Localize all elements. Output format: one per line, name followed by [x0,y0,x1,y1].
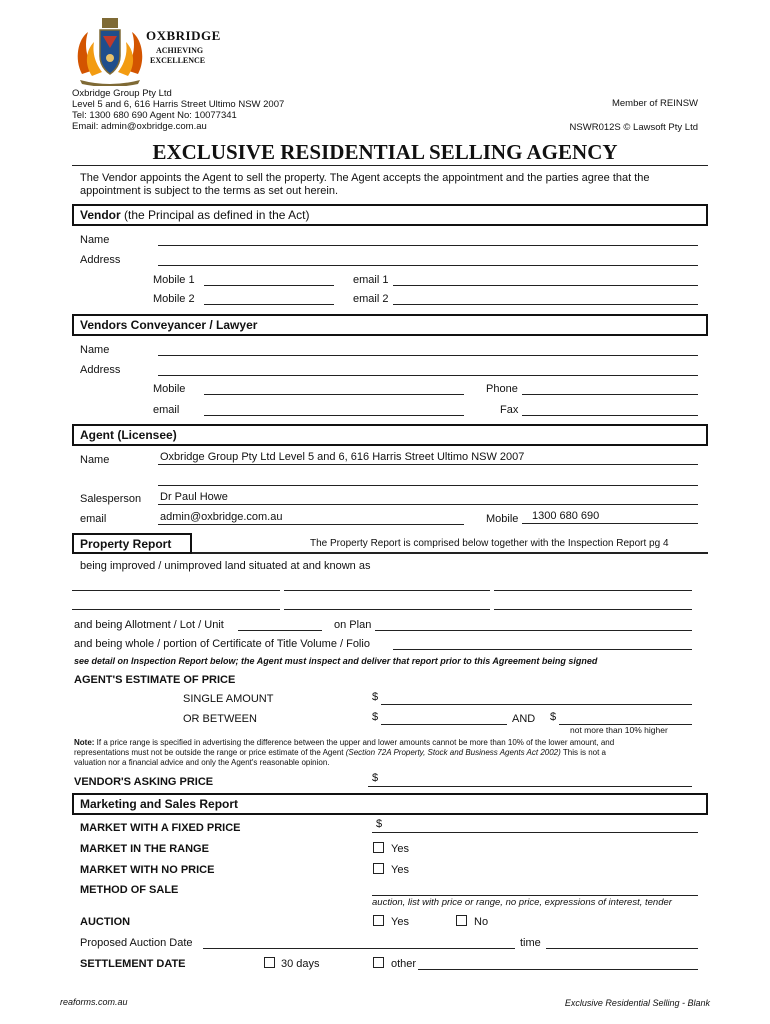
market-no-price-label: MARKET WITH NO PRICE [80,864,215,876]
agent-name-label: Name [80,454,110,466]
estimate-single-label: SINGLE AMOUNT [183,693,274,705]
estimate-not-more: not more than 10% higher [570,725,668,735]
conveyancer-mobile-label: Mobile [153,383,186,395]
market-fixed-field[interactable] [372,832,698,833]
agent-email-field[interactable] [158,524,464,525]
settlement-date-label: SETTLEMENT DATE [80,958,186,970]
vendor-mobile1-label: Mobile 1 [153,274,195,286]
agent-salesperson-label: Salesperson [80,493,142,505]
market-fixed-label: MARKET WITH A FIXED PRICE [80,822,241,834]
conveyancer-phone-field[interactable] [522,394,698,395]
document-title: EXCLUSIVE RESIDENTIAL SELLING AGENCY [152,140,618,164]
crest-icon [72,14,148,86]
agent-mobile-label: Mobile [486,513,519,525]
property-certificate-label: and being whole / portion of Certificate of Title Volume / Folio [74,638,370,650]
agent-name-value: Oxbridge Group Pty Ltd Level 5 and 6, 616 Harris Street Ultimo NSW 2007 [160,451,525,463]
estimate-heading: AGENT'S ESTIMATE OF PRICE [74,674,236,686]
conveyancer-name-label: Name [80,344,110,356]
method-of-sale-field[interactable] [372,895,698,896]
property-plan-label: on Plan [334,619,372,631]
property-section-header [72,533,192,554]
agent-mobile-field[interactable] [522,523,698,524]
logo-line1: ACHIEVING [156,46,204,55]
auction-label: AUCTION [80,916,131,928]
property-address-field-1c[interactable] [494,590,692,591]
vendor-heading-note: (the Principal as defined in the Act) [124,208,310,222]
property-note: The Property Report is comprised below together with the Inspection Report pg 4 [310,538,669,549]
conveyancer-address-label: Address [80,364,121,376]
vendor-address-field[interactable] [158,265,698,266]
property-header-rule [192,552,708,554]
estimate-note-line1: Note: If a price range is specified in advertising the difference between the upper and lower amounts cannot be more than 10% of the lower amount, and [74,738,615,747]
estimate-between-label: OR BETWEEN [183,713,257,725]
vendor-mobile2-label: Mobile 2 [153,293,195,305]
agent-salesperson-value: Dr Paul Howe [160,491,228,503]
market-no-price-checkbox[interactable] [373,863,384,874]
property-address-field-1a[interactable] [72,590,280,591]
vendor-mobile1-field[interactable] [204,285,334,286]
estimate-low-field[interactable] [381,724,507,725]
agent-email-value: admin@oxbridge.com.au [160,511,283,523]
company-address: Level 5 and 6, 616 Harris Street Ultimo NSW 2007 [72,99,285,110]
agent-salesperson-field[interactable] [158,504,698,505]
estimate-single-field[interactable] [381,704,692,705]
agent-name-field-2[interactable] [158,485,698,486]
vendor-heading: Vendor [80,208,121,222]
conveyancer-email-field[interactable] [204,415,464,416]
logo-line2: EXCELLENCE [150,56,206,65]
estimate-high-dollar: $ [550,711,557,723]
settlement-other-checkbox[interactable] [373,957,384,968]
vendor-email1-label: email 1 [353,274,389,286]
vendor-section-header [72,204,708,226]
market-no-price-yes: Yes [391,864,409,876]
auction-yes-label: Yes [391,916,409,928]
property-plan-field[interactable] [375,630,692,631]
auction-date-field[interactable] [203,948,515,949]
auction-time-label: time [520,937,541,949]
marketing-section-header [72,793,708,815]
settlement-other-label: other [391,958,417,970]
market-range-checkbox[interactable] [373,842,384,853]
agent-name-field[interactable] [158,464,698,465]
agent-heading: Agent (Licensee) [80,428,177,442]
conveyancer-email-label: email [153,404,180,416]
method-of-sale-hint: auction, list with price or range, no price, expressions of interest, tender [372,897,672,908]
property-allotment-field[interactable] [238,630,322,631]
market-range-label: MARKET IN THE RANGE [80,843,209,855]
logo-name: OXBRIDGE [146,28,221,43]
estimate-single-dollar: $ [372,691,379,703]
auction-no-checkbox[interactable] [456,915,467,926]
footer-right: Exclusive Residential Selling - Blank [564,998,710,1008]
settlement-30days-checkbox[interactable] [264,957,275,968]
vendor-email2-field[interactable] [393,304,698,305]
company-email: Email: admin@oxbridge.com.au [72,121,207,132]
settlement-other-field[interactable] [418,969,698,970]
property-address-field-2a[interactable] [72,609,280,610]
company-name: Oxbridge Group Pty Ltd [72,88,172,99]
title-rule [72,165,708,166]
company-logo [72,14,232,86]
estimate-note-line2: representations must not be outside the range or price estimate of the Agent (Section 72A Property, Stock and Business Agents Act 2002) This is not a [74,748,607,757]
member-of: Member of REINSW [611,98,698,109]
property-allotment-label: and being Allotment / Lot / Unit [74,619,224,631]
vendor-email2-label: email 2 [353,293,389,305]
vendor-email1-field[interactable] [393,285,698,286]
conveyancer-phone-label: Phone [486,383,518,395]
property-address-field-1b[interactable] [284,590,490,591]
property-address-field-2b[interactable] [284,609,490,610]
asking-price-label: VENDOR'S ASKING PRICE [74,776,214,788]
market-fixed-dollar: $ [376,818,383,830]
conveyancer-address-field[interactable] [158,375,698,376]
property-see-detail: see detail on Inspection Report below; the Agent must inspect and deliver that report prior to this Agreement being signed [74,656,598,666]
conveyancer-fax-field[interactable] [522,415,698,416]
conveyancer-fax-label: Fax [500,404,519,416]
vendor-name-field[interactable] [158,245,698,246]
vendor-mobile2-field[interactable] [204,304,334,305]
agent-mobile-value: 1300 680 690 [532,510,600,522]
property-address-field-2c[interactable] [494,609,692,610]
market-range-yes: Yes [391,843,409,855]
asking-price-dollar: $ [372,772,379,784]
intro-line2: appointment is subject to the terms as set out herein. [80,185,339,197]
property-heading: Property Report [80,537,172,551]
method-of-sale-label: METHOD OF SALE [80,884,179,896]
estimate-and-label: AND [512,713,536,725]
company-tel: Tel: 1300 680 690 Agent No: 10077341 [72,110,237,121]
form-code: NSWR012S © Lawsoft Pty Ltd [569,122,698,133]
settlement-30days-label: 30 days [281,958,320,970]
intro-line1: The Vendor appoints the Agent to sell the property. The Agent accepts the appointment and the parties agree that the [80,172,650,184]
auction-no-label: No [474,916,489,928]
vendor-address-label: Address [80,254,121,266]
estimate-low-dollar: $ [372,711,379,723]
marketing-heading: Marketing and Sales Report [80,797,239,811]
auction-date-label: Proposed Auction Date [80,937,193,949]
asking-price-field[interactable] [368,786,692,787]
auction-yes-checkbox[interactable] [373,915,384,926]
estimate-note-line3: valuation nor a financial advice and only the Agent's reasonable opinion. [74,758,330,767]
conveyancer-name-field[interactable] [158,355,698,356]
property-being-label: being improved / unimproved land situated at and known as [80,560,371,572]
footer-left: reaforms.com.au [60,997,128,1007]
vendor-name-label: Name [80,234,110,246]
auction-time-field[interactable] [546,948,698,949]
conveyancer-heading: Vendors Conveyancer / Lawyer [80,318,258,332]
agent-section-header [72,424,708,446]
conveyancer-mobile-field[interactable] [204,394,464,395]
conveyancer-section-header [72,314,708,336]
property-certificate-field[interactable] [393,649,692,650]
agent-email-label: email [80,513,107,525]
